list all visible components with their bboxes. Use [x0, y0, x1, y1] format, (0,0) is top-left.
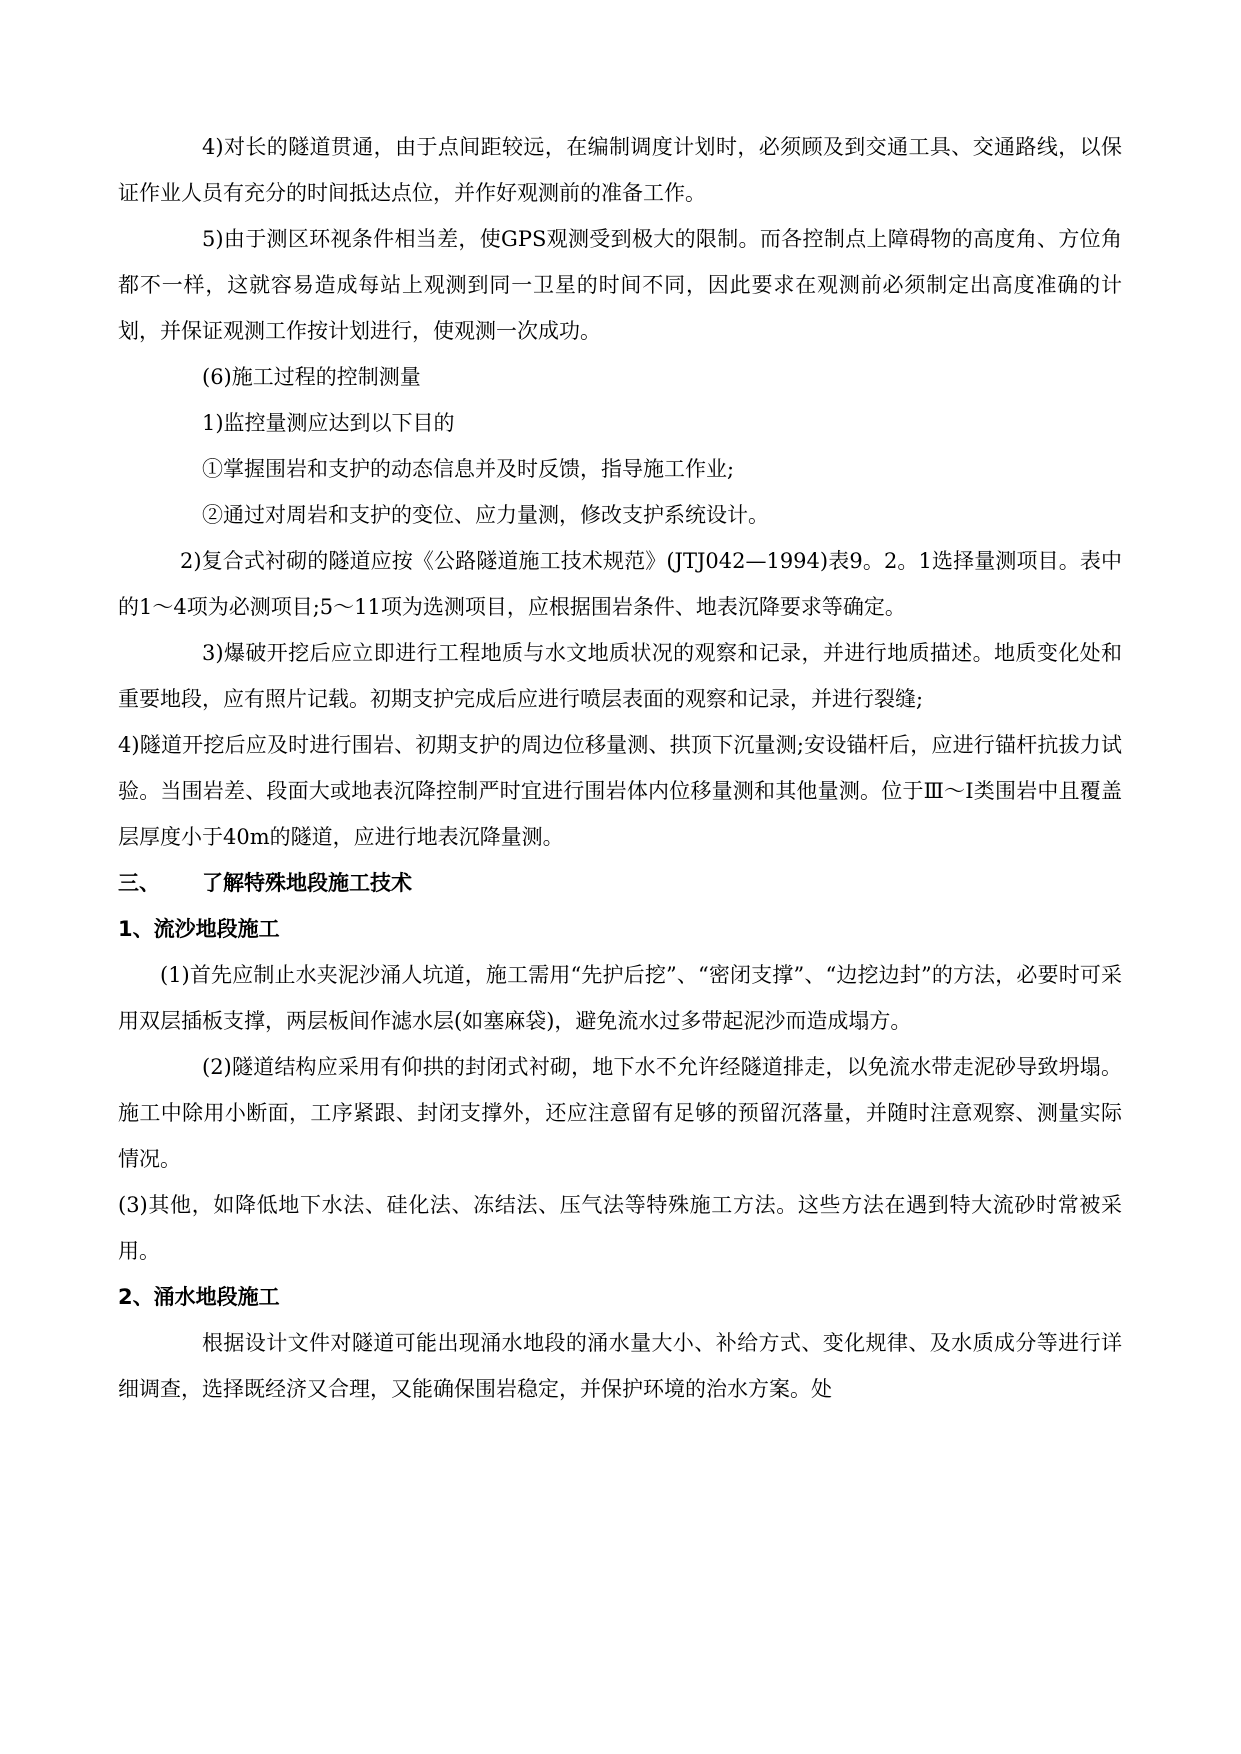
document-body: [118, 124, 1122, 1412]
paragraph-quicksand-1: (1)首先应制止水夹泥沙涌人坑道，施工需用“先护后挖”、“密闭支撑”、“边挖边封”的方法，必要时可采用双层插板支撑，两层板间作滤水层(如塞麻袋)，避免流水过多带起泥沙而造成塌方。: [118, 963, 1122, 1033]
paragraph-displacement-measurement: 4)隧道开挖后应及时进行围岩、初期支护的周边位移量测、拱顶下沉量测;安设锚杆后，应进行锚杆抗拔力试验。当围岩差、段面大或地表沉降控制严时宜进行围岩体内位移量测和其他量测。位于Ⅲ～Ⅰ类围岩中且覆盖层厚度小于40m的隧道，应进行地表沉降量测。: [118, 733, 1122, 849]
subheading-water-inflow: 2、涌水地段施工: [118, 1285, 280, 1309]
paragraph-quicksand-2: (2)隧道结构应采用有仰拱的封闭式衬砌，地下水不允许经隧道排走，以免流水带走泥砂导致坍塌。施工中除用小断面，工序紧跟、封闭支撑外，还应注意留有足够的预留沉落量，并随时注意观察、测量实际情况。: [118, 1055, 1122, 1171]
subheading-quicksand: 1、流沙地段施工: [118, 917, 280, 941]
paragraph-monitoring-goals: 1)监控量测应达到以下目的: [202, 411, 455, 435]
paragraph-quicksand-3: (3)其他，如降低地下水法、硅化法、冻结法、压气法等特殊施工方法。这些方法在遇到特大流砂时常被采用。: [118, 1193, 1122, 1263]
paragraph-control-survey-title: (6)施工过程的控制测量: [202, 365, 421, 389]
section-number: 三、: [118, 871, 160, 895]
paragraph-goal-b: ②通过对周岩和支护的变位、应力量测，修改支护系统设计。: [202, 503, 769, 527]
section-title: 了解特殊地段施工技术: [202, 871, 412, 895]
paragraph-goal-a: ①掌握围岩和支护的动态信息并及时反馈，指导施工作业;: [202, 457, 735, 481]
section-heading-special-sections: [118, 860, 1122, 906]
paragraph-tunnel-breakthrough: 4)对长的隧道贯通，由于点间距较远，在编制调度计划时，必须顾及到交通工具、交通路线，以保证作业人员有充分的时间抵达点位，并作好观测前的准备工作。: [118, 135, 1122, 205]
paragraph-water-inflow-1: 根据设计文件对隧道可能出现涌水地段的涌水量大小、补给方式、变化规律、及水质成分等进行详细调查，选择既经济又合理，又能确保围岩稳定，并保护环境的治水方案。处: [118, 1331, 1122, 1401]
paragraph-gps-observation: 5)由于测区环视条件相当差，使GPS观测受到极大的限制。而各控制点上障碍物的高度角、方位角都不一样，这就容易造成每站上观测到同一卫星的时间不同，因此要求在观测前必须制定出高度准确的计划，并保证观测工作按计划进行，使观测一次成功。: [118, 227, 1122, 343]
paragraph-geology-observation: 3)爆破开挖后应立即进行工程地质与水文地质状况的观察和记录，并进行地质描述。地质变化处和重要地段，应有照片记载。初期支护完成后应进行喷层表面的观察和记录，并进行裂缝;: [118, 641, 1122, 711]
paragraph-measurement-items: 2)复合式衬砌的隧道应按《公路隧道施工技术规范》(JTJ042—1994)表9。2。1选择量测项目。表中的1～4项为必测项目;5～11项为选测项目，应根据围岩条件、地表沉降要求等确定。: [118, 549, 1122, 619]
